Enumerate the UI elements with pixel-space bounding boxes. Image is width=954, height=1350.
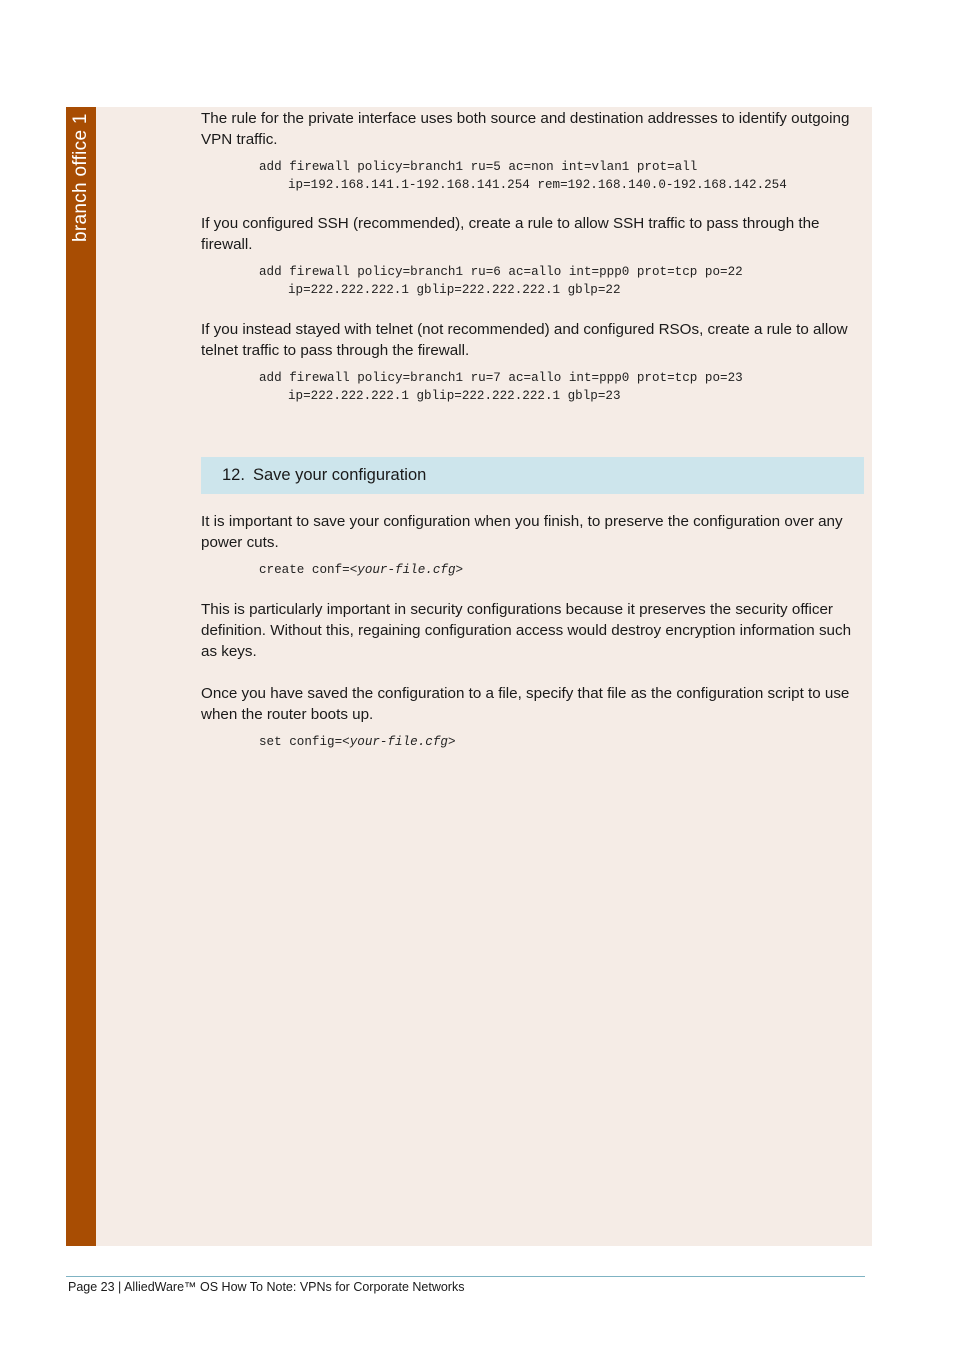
paragraph-save-importance: It is important to save your configuration when you finish, to preserve the configuration over any power cuts. bbox=[201, 513, 843, 551]
lower-content bbox=[201, 511, 864, 751]
code-line-continuation: ip=192.168.141.1-192.168.141.254 rem=192.168.140.0-192.168.142.254 bbox=[288, 177, 787, 192]
section-side-tab bbox=[66, 107, 96, 1246]
code-block-rule-5 bbox=[201, 159, 864, 194]
paragraph-telnet-rule: If you instead stayed with telnet (not recommended) and configured RSOs, create a rule to allow telnet traffic to pass through the firewall. bbox=[201, 321, 848, 359]
code-line-continuation: ip=222.222.222.1 gblip=222.222.222.1 gblp=22 bbox=[288, 282, 621, 297]
footer-divider bbox=[66, 1276, 865, 1277]
footer-page-info: Page 23 | AlliedWare™ OS How To Note: VPNs for Corporate Networks bbox=[68, 1280, 465, 1294]
code-block-create-conf bbox=[201, 562, 864, 580]
step-title: Save your configuration bbox=[252, 466, 427, 484]
paragraph-security-importance: This is particularly important in security configurations because it preserves the security officer definition. Without this, regaining configuration access would destroy encryption information such as keys. bbox=[201, 600, 852, 660]
code-argument: <your-file.cfg> bbox=[342, 734, 456, 749]
code-block-set-config bbox=[201, 734, 864, 752]
code-block-rule-6 bbox=[201, 264, 864, 299]
code-command: set config= bbox=[259, 734, 343, 749]
paragraph-ssh-rule: If you configured SSH (recommended), create a rule to allow SSH traffic to pass through the firewall. bbox=[201, 215, 820, 253]
code-line-continuation: ip=222.222.222.1 gblip=222.222.222.1 gblp=23 bbox=[288, 388, 621, 403]
upper-content bbox=[201, 108, 864, 405]
code-argument: <your-file.cfg> bbox=[349, 563, 464, 577]
paragraph-private-interface-rule: The rule for the private interface uses both source and destination addresses to identify outgoing VPN traffic. bbox=[201, 110, 850, 148]
code-line: add firewall policy=branch1 ru=6 ac=allo int=ppp0 prot=tcp po=22 bbox=[259, 265, 743, 279]
paragraph-set-config-script: Once you have saved the configuration to a file, specify that file as the configuration script to use when the router boots up. bbox=[201, 684, 850, 723]
step-number: 12. bbox=[222, 466, 245, 484]
code-block-rule-7 bbox=[201, 370, 864, 405]
side-tab-label: branch office 1 bbox=[70, 113, 91, 242]
step-heading-save-configuration bbox=[201, 457, 864, 494]
code-command: create conf= bbox=[259, 563, 350, 577]
code-line: add firewall policy=branch1 ru=5 ac=non int=vlan1 prot=all bbox=[259, 160, 698, 174]
code-line: add firewall policy=branch1 ru=7 ac=allo int=ppp0 prot=tcp po=23 bbox=[259, 371, 743, 385]
